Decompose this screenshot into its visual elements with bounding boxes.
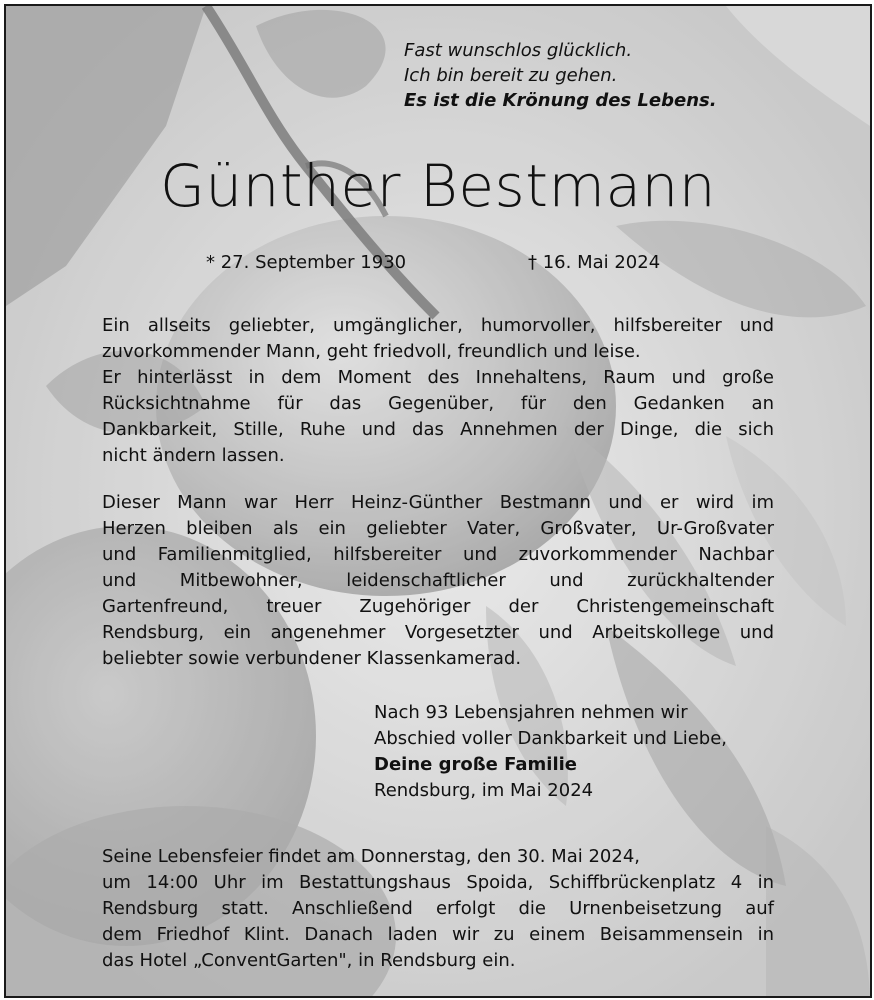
text-line: dem Friedhof Klint. Danach laden wir zu einem Beisammensein in — [102, 924, 774, 945]
text-line: Ein allseits geliebter, umgänglicher, humorvoller, hilfsbereiter und — [102, 315, 774, 336]
text-line: und Familienmitglied, hilfsbereiter und zuvorkommender Nachbar — [102, 544, 774, 565]
text-line: Dieser Mann war Herr Heinz-Günther Bestmann und er wird im — [102, 492, 774, 513]
tribute-paragraph — [102, 313, 774, 469]
text-line: nicht ändern lassen. — [102, 445, 285, 466]
ceremony-details-paragraph — [102, 844, 774, 974]
motto-line: Fast wunschlos glücklich. — [404, 40, 633, 61]
family-signature — [374, 700, 794, 804]
text-line: Seine Lebensfeier findet am Donnerstag, den 30. Mai 2024, — [102, 846, 640, 867]
text-line: um 14:00 Uhr im Bestattungshaus Spoida, Schiffbrückenplatz 4 in — [102, 872, 774, 893]
text-line: zuvorkommender Mann, geht friedvoll, freundlich und leise. — [102, 341, 641, 362]
signature-line: Abschied voller Dankbarkeit und Liebe, — [374, 728, 728, 749]
death-date: † 16. Mai 2024 — [528, 252, 661, 273]
signature-place-date: Rendsburg, im Mai 2024 — [374, 780, 594, 801]
signature-family-name: Deine große Familie — [374, 754, 578, 775]
motto-line-emphasis: Es ist die Krönung des Lebens. — [404, 90, 717, 111]
text-line: Gartenfreund, treuer Zugehöriger der Christengemeinschaft — [102, 596, 774, 617]
text-line: Rücksichtnahme für das Gegenüber, für den Gedanken an — [102, 393, 774, 414]
text-line: Rendsburg, ein angenehmer Vorgesetzter und Arbeitskollege und — [102, 622, 774, 643]
text-line: Er hinterlässt in dem Moment des Innehaltens, Raum und große — [102, 367, 774, 388]
text-line: Herzen bleiben als ein geliebter Vater, Großvater, Ur-Großvater — [102, 518, 774, 539]
text-line: Dankbarkeit, Stille, Ruhe und das Annehmen der Dinge, die sich — [102, 419, 774, 440]
obituary-notice — [4, 4, 872, 998]
deceased-name: Günther Bestmann — [159, 152, 717, 220]
motto-quote — [404, 38, 804, 113]
text-line: das Hotel „ConventGarten", in Rendsburg ein. — [102, 950, 516, 971]
text-line: und Mitbewohner, leidenschaftlicher und zurückhaltender — [102, 570, 774, 591]
birth-date: * 27. September 1930 — [206, 252, 407, 273]
signature-line: Nach 93 Lebensjahren nehmen wir — [374, 702, 688, 723]
text-line: Rendsburg statt. Anschließend erfolgt die Urnenbeisetzung auf — [102, 898, 774, 919]
description-paragraph — [102, 490, 774, 672]
text-line: beliebter sowie verbundener Klassenkamerad. — [102, 648, 522, 669]
motto-line: Ich bin bereit zu gehen. — [404, 65, 618, 86]
